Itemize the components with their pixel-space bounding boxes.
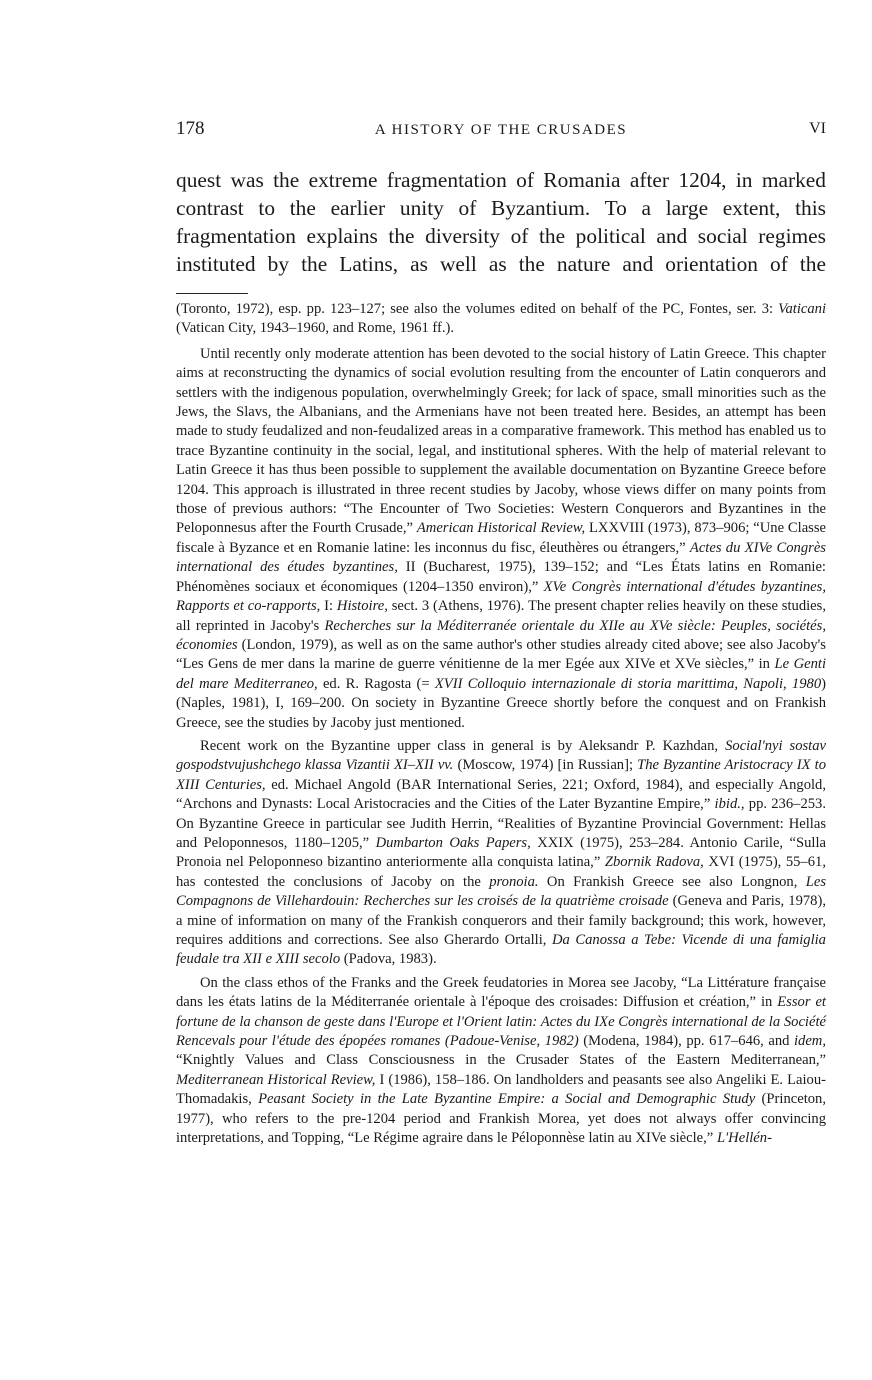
footnotes — [176, 300, 826, 1152]
main-text — [176, 166, 826, 278]
running-title: A HISTORY OF THE CRUSADES — [374, 122, 628, 138]
footnote-paragraph-class-ethos: On the class ethos of the Franks and the Greek feudatories in Morea see Jacoby, “La Littérature française dans les états latins de la Méditerranée orientale à l'époque des croisades: Diffusion et création,” in Essor et fortune de la chanson de geste dans l'Europe et l'Orient latin: Actes du IXe Congrès international de la Société Rencevals pour l'étude des épopées romanes (Padoue-Venise, 1982) (Modena, 1984), pp. 617–646, and idem, “Knightly Values and Class Consciousness in the Crusader States of the Eastern Mediterranean,” Mediterranean Historical Review, I (1986), 158–186. On landholders and peasants see also Angeliki E. Laiou-Thomadakis, Peasant Society in the Late Byzantine Empire: a Social and Demographic Study (Princeton, 1977), who refers to the pre-1204 period and Frankish Morea, yet does not always offer convincing interpretations, and Topping, “Le Régime agraire dans le Péloponnèse latin au XIVe siècle,” L'Hellén- — [176, 974, 826, 1147]
section-number: VI — [809, 120, 826, 137]
body-line: fragmentation explains the diversity of the political and social regimes — [176, 224, 826, 248]
body-line: instituted by the Latins, as well as the nature and orientation of the — [176, 252, 826, 276]
footnote-continuation: (Toronto, 1972), esp. pp. 123–127; see also the volumes edited on behalf of the PC, Fontes, ser. 3: Vaticani (Vatican City, 1943–1960, and Rome, 1961 ff.). — [176, 301, 826, 337]
running-header — [176, 118, 826, 146]
footnote-divider — [176, 293, 248, 294]
body-line: contrast to the earlier unity of Byzantium. To a large extent, this — [176, 196, 826, 220]
footnote-paragraph-social-history: Until recently only moderate attention has been devoted to the social history of Latin Greece. This chapter aims at reconstructing the dynamics of social evolution resulting from the encounter of Latin conquerors and settlers with the indigenous population, overwhelmingly Greek; for lack of space, small minorities such as the Jews, the Slavs, the Albanians, and the Armenians have not been treated here. Besides, an attempt has been made to study feudalized and non-feudalized areas in a comparative framework. This method has enabled us to trace Byzantine continuity in the social, legal, and institutional spheres. With the help of material relevant to Latin Greece it has thus been possible to supplement the available documentation on Byzantine Greece before 1204. This approach is illustrated in three recent studies by Jacoby, whose views differ on many points from those of previous authors: “The Encounter of Two Societies: Western Conquerors and Byzantines in the Peloponnesus after the Fourth Crusade,” American Historical Review, LXXVIII (1973), 873–906; “Une Classe fiscale à Byzance et en Romanie latine: les inconnus du fisc, éleuthères ou étrangers,” Actes du XIVe Congrès international des études byzantines, II (Bucharest, 1975), 139–152; and “Les États latins en Romanie: Phénomènes sociaux et économiques (1204–1350 environ),” XVe Congrès international d'études byzantines, Rapports et co-rapports, I: Histoire, sect. 3 (Athens, 1976). The present chapter relies heavily on these studies, all reprinted in Jacoby's Recherches sur la Méditerranée orientale du XIIe au XVe siècle: Peuples, sociétés, économies (London, 1979), as well as on the same author's other studies already cited above; see also Jacoby's “Les Gens de mer dans la marine de guerre vénitienne de la mer Egée aux XIVe et XVe siècles,” in Le Genti del mare Mediterraneo, ed. R. Ragosta (= XVII Colloquio internazionale di storia marittima, Napoli, 1980) (Naples, 1981), I, 169–200. On society in Byzantine Greece shortly before the conquest and on Frankish Greece, see the studies by Jacoby just mentioned. — [176, 345, 827, 731]
body-line: quest was the extreme fragmentation of Romania after 1204, in marked — [176, 168, 826, 192]
footnote-paragraph-upper-class: Recent work on the Byzantine upper class in general is by Aleksandr P. Kazhdan, Social'nyi sostav gospodstvujushchego klassa Vizantii XI–XII vv. (Moscow, 1974) [in Russian]; The Byzantine Aristocracy IX to XIII Centuries, ed. Michael Angold (BAR International Series, 221; Oxford, 1984), and especially Angold, “Archons and Dynasts: Local Aristocracies and the Cities of the Later Byzantine Empire,” ibid., pp. 236–253. On Byzantine Greece in particular see Judith Herrin, “Realities of Byzantine Provincial Government: Hellas and Peloponnesos, 1180–1205,” Dumbarton Oaks Papers, XXIX (1975), 253–284. Antonio Carile, “Sulla Pronoia nel Peloponneso bizantino anteriormente alla conquista latina,” Zbornik Radova, XVI (1975), 55–61, has contested the conclusions of Jacoby on the pronoia. On Frankish Greece see also Longnon, Les Compagnons de Villehardouin: Recherches sur les croisés de la quatrième croisade (Geneva and Paris, 1978), a mine of information on many of the Frankish conquerors and their family background; this work, however, requires additions and corrections. See also Gherardo Ortalli, Da Canossa a Tebe: Vicende di una famiglia feudale tra XII e XIII secolo (Padova, 1983). — [176, 737, 827, 968]
page-number: 178 — [176, 118, 205, 139]
